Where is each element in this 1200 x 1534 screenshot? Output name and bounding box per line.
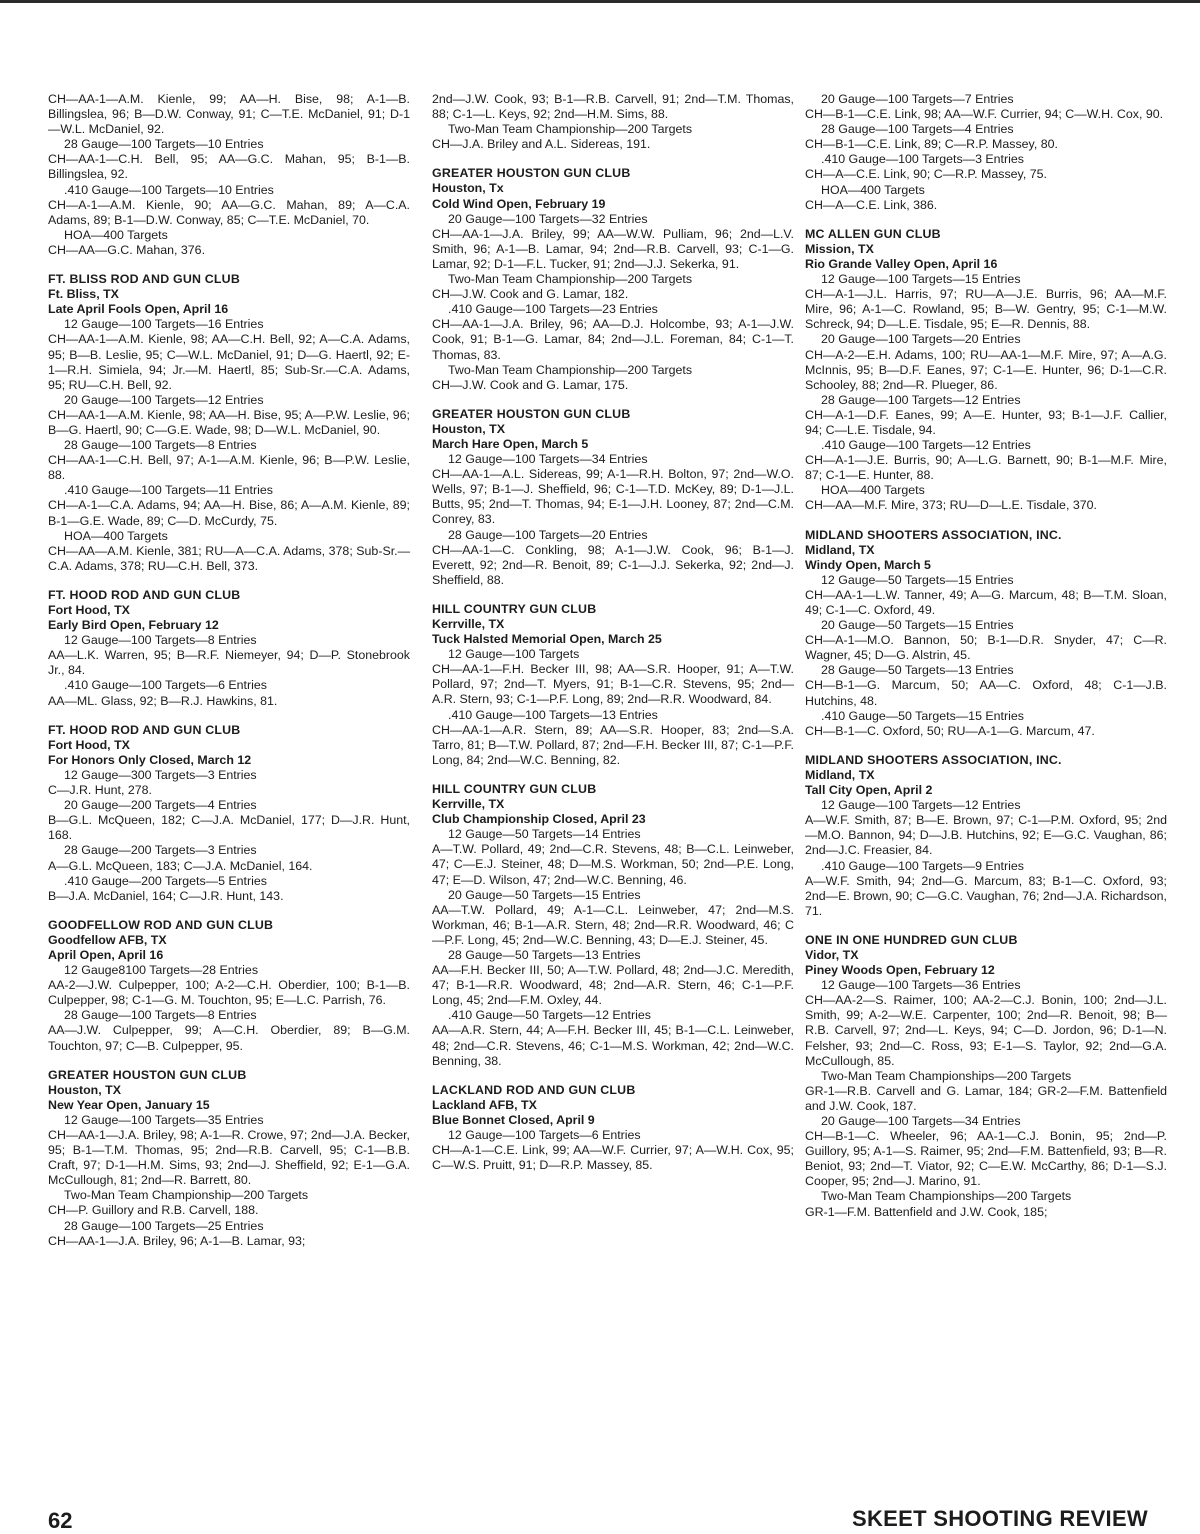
result-line: A—W.F. Smith, 94; 2nd—G. Marcum, 83; B-1—C. Oxford, 93; 2nd—E. Brown, 90; C—G.C. Vaughan, 76; 2nd—J.A. Richardson, 71. — [805, 873, 1167, 918]
club-location: Lackland AFB, TX — [432, 1097, 537, 1112]
event-heading: 12 Gauge8100 Targets—28 Entries — [64, 963, 259, 978]
event-title: March Hare Open, March 5 — [432, 436, 589, 451]
club-location: Vidor, TX — [805, 947, 859, 962]
result-line: CH—A-1—J.E. Burris, 90; A—L.G. Barnett, 90; B-1—M.F. Mire, 87; C-1—E. Hunter, 88. — [805, 453, 1167, 483]
results-section — [805, 753, 1167, 919]
event-heading: 20 Gauge—100 Targets—34 Entries — [821, 1114, 1021, 1128]
column-2 — [432, 92, 794, 1187]
column-1 — [48, 92, 410, 1263]
club-location: Midland, TX — [805, 767, 875, 782]
club-location: Fort Hood, TX — [48, 737, 130, 752]
event-title: Early Bird Open, February 12 — [48, 618, 219, 633]
top-rule — [0, 0, 1200, 3]
result-line: CH—B-1—C. Oxford, 50; RU—A-1—G. Marcum, 47. — [805, 723, 1095, 738]
event-title: For Honors Only Closed, March 12 — [48, 752, 252, 767]
results-section — [805, 227, 1167, 514]
event-heading: 20 Gauge—50 Targets—15 Entries — [821, 618, 1014, 633]
magazine-title: SKEET SHOOTING REVIEW — [852, 1506, 1148, 1531]
result-line: AA—F.H. Becker III, 50; A—T.W. Pollard, 48; 2nd—J.C. Meredith, 47; B-1—R.R. Woodward, 48; 2nd—A.R. Stern, 46; C-1—P.F. Long, 45; 2nd—F.M. Oxley, 44. — [432, 963, 794, 1008]
result-line: CH—A—C.E. Link, 386. — [805, 197, 938, 212]
result-line: CH—B-1—G. Marcum, 50; AA—C. Oxford, 48; C-1—J.B. Hutchins, 48. — [805, 678, 1167, 708]
event-heading: 12 Gauge—100 Targets—34 Entries — [448, 452, 648, 467]
result-line: CH—AA—G.C. Mahan, 376. — [48, 242, 206, 257]
result-line: CH—A-1—C.A. Adams, 94; AA—H. Bise, 86; A—A.M. Kienle, 89; B-1—G.E. Wade, 89; C—D. McCurdy, 75. — [48, 498, 410, 528]
event-heading: Two-Man Team Championship—200 Targets — [448, 122, 693, 137]
event-heading: 20 Gauge—100 Targets—12 Entries — [64, 392, 264, 407]
result-line: CH—AA-1—A.M. Kienle, 98; AA—H. Bise, 95; A—P.W. Leslie, 96; B—G. Haertl, 90; C—G.E. Wade, 98; D—W.L. McDaniel, 90. — [48, 407, 410, 437]
event-title: Blue Bonnet Closed, April 9 — [432, 1112, 595, 1127]
event-heading: HOA—400 Targets — [821, 483, 925, 498]
event-heading: Two-Man Team Championship—200 Targets — [448, 362, 693, 377]
club-name: GREATER HOUSTON GUN CLUB — [432, 406, 631, 421]
result-line: CH—AA-1—A.M. Kienle, 98; AA—C.H. Bell, 92; A—C.A. Adams, 95; B—B. Leslie, 95; C—W.L. McDaniel, 91; D—G. Haertl, 92; E-1—R.H. Simiela, 94; Jr.—M. Haertl, 85; Sub-Sr.—C.A. Adams, 95; RU—C.H. Bell, 92. — [48, 332, 410, 392]
event-title: Cold Wind Open, February 19 — [432, 196, 606, 211]
club-location: Houston, TX — [432, 421, 505, 436]
result-line: CH—AA-1—C. Conkling, 98; A-1—J.W. Cook, 96; B-1—J. Everett, 92; 2nd—R. Benoit, 89; C-1—J.J. Sekerka, 92; 2nd—J. Sheffield, 88. — [432, 542, 794, 587]
event-heading: Two-Man Team Championships—200 Targets — [821, 1068, 1072, 1083]
result-line: CH—AA-1—C.H. Bell, 95; AA—G.C. Mahan, 95; B-1—B. Billingslea, 92. — [48, 152, 410, 182]
result-line: CH—B-1—C. Wheeler, 96; AA-1—C.J. Bonin, 95; 2nd—P. Guillory, 95; A-1—S. Raimer, 95; 2nd—F.M. Battenfield, 93; B—R. Beniot, 93; 2nd—T. Viator, 92; C—E.W. McCarthy, 86; D-1—S.J. Cooper, 95; 2nd—J. Marino, 91. — [805, 1129, 1167, 1189]
event-heading: .410 Gauge—100 Targets—12 Entries — [821, 438, 1031, 453]
club-location: Goodfellow AFB, TX — [48, 932, 167, 947]
club-location: Mission, TX — [805, 241, 874, 256]
event-heading: 20 Gauge—200 Targets—4 Entries — [64, 798, 257, 813]
club-location: Fort Hood, TX — [48, 603, 130, 617]
event-heading: .410 Gauge—100 Targets—10 Entries — [64, 182, 274, 197]
event-heading: .410 Gauge—200 Targets—5 Entries — [64, 873, 267, 888]
event-heading: .410 Gauge—100 Targets—11 Entries — [64, 483, 273, 498]
event-heading: 28 Gauge—200 Targets—3 Entries — [64, 843, 257, 858]
result-line: CH—AA—M.F. Mire, 373; RU—D—L.E. Tisdale, 370. — [805, 498, 1097, 513]
event-heading: 12 Gauge—100 Targets—12 Entries — [821, 798, 1021, 813]
club-location: Houston, Tx — [432, 181, 504, 196]
result-line: CH—AA-1—J.A. Briley, 96; A-1—B. Lamar, 93; — [48, 1233, 306, 1248]
result-line: CH—A-1—C.E. Link, 99; AA—W.F. Currier, 97; A—W.H. Cox, 95; C—W.S. Pruitt, 91; D—R.P. Massey, 85. — [432, 1143, 794, 1173]
result-line: CH—P. Guillory and R.B. Carvell, 188. — [48, 1203, 259, 1218]
result-line: CH—AA-1—L.W. Tanner, 49; A—G. Marcum, 48; B—T.M. Sloan, 49; C-1—C. Oxford, 49. — [805, 587, 1167, 617]
result-line: CH—A—C.E. Link, 90; C—R.P. Massey, 75. — [805, 167, 1047, 182]
event-title: Windy Open, March 5 — [805, 557, 931, 572]
club-name: MC ALLEN GUN CLUB — [805, 226, 941, 241]
results-section — [432, 92, 794, 152]
result-line: CH—AA-1—F.H. Becker III, 98; AA—S.R. Hooper, 91; A—T.W. Pollard, 97; 2nd—T. Myers, 91; B-1—C.R. Stevens, 95; 2nd—A.R. Stern, 93; C-1—P.F. Long, 89; 2nd—R.R. Woodward, 84. — [432, 662, 794, 707]
results-section — [432, 407, 794, 588]
results-section — [48, 1068, 410, 1249]
club-name: GREATER HOUSTON GUN CLUB — [432, 166, 631, 181]
result-line: CH—AA-1—A.M. Kienle, 99; AA—H. Bise, 98; A-1—B. Billingslea, 96; B—D.W. Conway, 91; C—T.E. McDaniel, 91; D-1—W.L. McDaniel, 92. — [48, 92, 410, 137]
event-heading: 20 Gauge—100 Targets—7 Entries — [821, 92, 1014, 106]
event-heading: Two-Man Team Championship—200 Targets — [448, 272, 693, 287]
result-line: CH—AA-2—S. Raimer, 100; AA-2—C.J. Bonin, 100; 2nd—J.L. Smith, 99; A-2—W.E. Carpenter, 100; 2nd—R. Benoit, 98; B—R.B. Carvell, 97; 2nd—L. Keys, 94; C—D. Jordon, 96; D-1—N. Felsher, 93; 2nd—C. Ross, 93; E-1—S. Taylor, 92; 2nd—G.A. McCullough, 85. — [805, 993, 1167, 1068]
event-heading: 12 Gauge—50 Targets—14 Entries — [448, 827, 641, 842]
event-heading: .410 Gauge—50 Targets—12 Entries — [448, 1008, 651, 1023]
result-line: CH—B-1—C.E. Link, 98; AA—W.F. Currier, 94; C—W.H. Cox, 90. — [805, 107, 1164, 122]
result-line: CH—J.W. Cook and G. Lamar, 182. — [432, 287, 629, 302]
event-heading: .410 Gauge—100 Targets—23 Entries — [448, 302, 658, 317]
results-section — [432, 166, 794, 392]
result-line: B—G.L. McQueen, 182; C—J.A. McDaniel, 177; D—J.R. Hunt, 168. — [48, 813, 410, 843]
result-line: C—J.R. Hunt, 278. — [48, 783, 152, 798]
event-heading: 12 Gauge—50 Targets—15 Entries — [821, 572, 1014, 587]
event-heading: 20 Gauge—50 Targets—15 Entries — [448, 887, 641, 902]
event-heading: 12 Gauge—300 Targets—3 Entries — [64, 767, 257, 782]
result-line: GR-1—F.M. Battenfield and J.W. Cook, 185; — [805, 1204, 1048, 1219]
event-title: Late April Fools Open, April 16 — [48, 302, 229, 317]
event-heading: HOA—400 Targets — [64, 227, 168, 242]
page-number: 62 — [48, 1508, 73, 1533]
club-location: Kerrville, TX — [432, 797, 505, 812]
result-line: CH—A-1—D.F. Eanes, 99; A—E. Hunter, 93; B-1—J.F. Callier, 94; C—L.E. Tisdale, 94. — [805, 407, 1167, 437]
result-line: CH—AA-1—A.R. Stern, 89; AA—S.R. Hooper, 83; 2nd—S.A. Tarro, 81; B—T.W. Pollard, 87; 2nd—F.H. Becker III, 87; C-1—P.F. Long, 84; 2nd—W.C. Benning, 82. — [432, 722, 794, 767]
event-heading: .410 Gauge—100 Targets—3 Entries — [821, 152, 1024, 167]
result-line: CH—AA-1—C.H. Bell, 97; A-1—A.M. Kienle, 96; B—P.W. Leslie, 88. — [48, 453, 410, 483]
event-heading: 12 Gauge—100 Targets—35 Entries — [64, 1112, 264, 1127]
result-line: AA—L.K. Warren, 95; B—R.F. Niemeyer, 94; D—P. Stonebrook Jr., 84. — [48, 648, 410, 678]
club-location: Midland, TX — [805, 542, 875, 557]
result-line: A—G.L. McQueen, 183; C—J.A. McDaniel, 164. — [48, 858, 313, 873]
club-name: FT. BLISS ROD AND GUN CLUB — [48, 272, 240, 287]
club-name: FT. HOOD ROD AND GUN CLUB — [48, 722, 241, 737]
result-line: AA—T.W. Pollard, 49; A-1—C.L. Leinweber, 47; 2nd—M.S. Workman, 46; B-1—A.R. Stern, 48; 2nd—R.R. Woodward, 46; C—P.F. Long, 45; 2nd—W.C. Benning, 43; D—E.J. Steiner, 45. — [432, 902, 794, 947]
club-name: ONE IN ONE HUNDRED GUN CLUB — [805, 932, 1018, 947]
results-section — [432, 782, 794, 1069]
event-heading: 12 Gauge—100 Targets—6 Entries — [448, 1128, 641, 1142]
event-heading: 20 Gauge—100 Targets—20 Entries — [821, 332, 1021, 347]
result-line: CH—A-2—E.H. Adams, 100; RU—AA-1—M.F. Mire, 97; A—A.G. McInnis, 95; B—D.F. Eanes, 97; C-1—E. Hunter, 96; D-1—C.R. Schooley, 88; 2nd—R. Plueger, 86. — [805, 347, 1167, 392]
result-line: AA—ML. Glass, 92; B—R.J. Hawkins, 81. — [48, 693, 278, 708]
event-heading: .410 Gauge—50 Targets—15 Entries — [821, 708, 1024, 723]
club-name: HILL COUNTRY GUN CLUB — [432, 601, 597, 616]
event-title: Tall City Open, April 2 — [805, 783, 933, 798]
club-name: LACKLAND ROD AND GUN CLUB — [432, 1082, 636, 1097]
result-line: CH—AA—A.M. Kienle, 381; RU—A—C.A. Adams, 378; Sub-Sr.—C.A. Adams, 378; RU—C.H. Bell, 373. — [48, 543, 410, 573]
event-title: New Year Open, January 15 — [48, 1097, 210, 1112]
result-line: CH—A-1—A.M. Kienle, 90; AA—G.C. Mahan, 89; A—C.A. Adams, 89; B-1—D.W. Conway, 85; C—T.E. McDaniel, 70. — [48, 197, 410, 227]
club-name: HILL COUNTRY GUN CLUB — [432, 781, 597, 796]
event-heading: 12 Gauge—100 Targets—15 Entries — [821, 272, 1021, 287]
event-heading: 12 Gauge—100 Targets—16 Entries — [64, 317, 264, 332]
result-line: AA-2—J.W. Culpepper, 100; A-2—C.H. Oberdier, 100; B-1—B. Culpepper, 98; C-1—G. M. Touchton, 95; E—L.C. Parrish, 76. — [48, 978, 410, 1008]
event-heading: 12 Gauge—100 Targets—8 Entries — [64, 633, 257, 648]
result-line: CH—AA-1—J.A. Briley, 98; A-1—R. Crowe, 97; 2nd—J.A. Becker, 95; B-1—T.M. Thomas, 95; 2nd—R.B. Carvell, 95; C-1—B.B. Craft, 97; D-1—H.M. Sims, 93; 2nd—J. Sheffield, 92; E-1—G.A. McCullough, 81; 2nd—R. Barrett, 80. — [48, 1128, 410, 1188]
result-line: CH—AA-1—J.A. Briley, 96; AA—D.J. Holcombe, 93; A-1—J.W. Cook, 91; B-1—G. Lamar, 84; 2nd—J.L. Foreman, 84; C-1—T. Thomas, 83. — [432, 317, 794, 362]
event-heading: 28 Gauge—100 Targets—10 Entries — [64, 137, 264, 152]
results-section — [432, 1083, 794, 1174]
result-line: AA—A.R. Stern, 44; A—F.H. Becker III, 45; B-1—C.L. Leinweber, 48; 2nd—C.R. Stevens, 46; C-1—M.S. Workman, 42; 2nd—W.C. Benning, 38. — [432, 1023, 794, 1068]
column-3 — [805, 92, 1167, 1234]
event-heading: HOA—400 Targets — [64, 528, 168, 543]
event-heading: 28 Gauge—50 Targets—13 Entries — [821, 663, 1014, 678]
result-line: AA—J.W. Culpepper, 99; A—C.H. Oberdier, 89; B—G.M. Touchton, 97; C—B. Culpepper, 95. — [48, 1023, 410, 1053]
club-name: MIDLAND SHOOTERS ASSOCIATION, INC. — [805, 752, 1062, 767]
club-location: Houston, TX — [48, 1082, 121, 1097]
event-heading: 28 Gauge—50 Targets—13 Entries — [448, 947, 641, 962]
result-line: CH—A-1—J.L. Harris, 97; RU—A—J.E. Burris, 96; AA—M.F. Mire, 96; A-1—C. Rowland, 95; B—W. Gentry, 95; C-1—M.W. Schreck, 94; D—L.E. Tisdale, 95; E—R. Dennis, 88. — [805, 287, 1167, 332]
results-section — [48, 92, 410, 258]
club-location: Ft. Bliss, TX — [48, 287, 119, 302]
results-section — [805, 528, 1167, 739]
club-name: GOODFELLOW ROD AND GUN CLUB — [48, 917, 274, 932]
event-heading: 28 Gauge—100 Targets—12 Entries — [821, 392, 1021, 407]
event-title: April Open, April 16 — [48, 947, 164, 962]
results-section — [48, 918, 410, 1054]
result-line: A—T.W. Pollard, 49; 2nd—C.R. Stevens, 48; B—C.L. Leinweber, 47; C—E.J. Steiner, 48; D—M.S. Workman, 50; 2nd—P.E. Long, 47; E—D. Wilson, 47; 2nd—W.C. Benning, 46. — [432, 842, 794, 887]
event-title: Rio Grande Valley Open, April 16 — [805, 256, 998, 271]
results-section — [48, 272, 410, 574]
club-name: FT. HOOD ROD AND GUN CLUB — [48, 587, 241, 602]
event-heading: Two-Man Team Championships—200 Targets — [821, 1189, 1072, 1204]
result-line: CH—AA-1—J.A. Briley, 99; AA—W.W. Pulliam, 96; 2nd—L.V. Smith, 96; A-1—B. Lamar, 94; 2nd—R.B. Carvell, 93; C-1—G. Lamar, 92; D-1—F.L. Tucker, 91; 2nd—J.J. Sekerka, 91. — [432, 226, 794, 271]
results-section — [805, 933, 1167, 1220]
result-line: 2nd—J.W. Cook, 93; B-1—R.B. Carvell, 91; 2nd—T.M. Thomas, 88; C-1—L. Keys, 92; 2nd—H.M. Sims, 88. — [432, 92, 794, 122]
club-location: Kerrville, TX — [432, 617, 505, 631]
results-section — [805, 92, 1167, 213]
event-heading: .410 Gauge—100 Targets—6 Entries — [64, 678, 267, 693]
result-line: GR-1—R.B. Carvell and G. Lamar, 184; GR-2—F.M. Battenfield and J.W. Cook, 187. — [805, 1083, 1167, 1113]
result-line: CH—A-1—M.O. Bannon, 50; B-1—D.R. Snyder, 47; C—R. Wagner, 45; D—G. Alstrin, 45. — [805, 633, 1167, 663]
club-name: MIDLAND SHOOTERS ASSOCIATION, INC. — [805, 527, 1062, 542]
event-heading: 20 Gauge—100 Targets—32 Entries — [448, 211, 648, 226]
results-section — [48, 723, 410, 904]
club-name: GREATER HOUSTON GUN CLUB — [48, 1067, 247, 1082]
event-heading: 28 Gauge—100 Targets—20 Entries — [448, 527, 648, 542]
event-heading: HOA—400 Targets — [821, 182, 925, 197]
event-heading: 12 Gauge—100 Targets—36 Entries — [821, 978, 1021, 993]
event-heading: 12 Gauge—100 Targets — [448, 647, 580, 662]
event-title: Club Championship Closed, April 23 — [432, 812, 646, 827]
event-heading: .410 Gauge—100 Targets—9 Entries — [821, 858, 1024, 873]
event-heading: 28 Gauge—100 Targets—25 Entries — [64, 1218, 264, 1233]
result-line: B—J.A. McDaniel, 164; C—J.R. Hunt, 143. — [48, 888, 284, 903]
result-line: CH—B-1—C.E. Link, 89; C—R.P. Massey, 80. — [805, 137, 1058, 152]
results-section — [432, 602, 794, 768]
event-heading: 28 Gauge—100 Targets—4 Entries — [821, 122, 1014, 137]
result-line: CH—J.W. Cook and G. Lamar, 175. — [432, 377, 629, 392]
event-heading: 28 Gauge—100 Targets—8 Entries — [64, 438, 257, 453]
result-line: A—W.F. Smith, 87; B—E. Brown, 97; C-1—P.M. Oxford, 95; 2nd—M.O. Bannon, 94; D—J.B. Hutchins, 92; E—G.C. Vaughan, 86; 2nd—J.C. Freasier, 84. — [805, 813, 1167, 858]
event-title: Piney Woods Open, February 12 — [805, 963, 995, 978]
event-heading: 28 Gauge—100 Targets—8 Entries — [64, 1008, 257, 1023]
result-line: CH—J.A. Briley and A.L. Sidereas, 191. — [432, 137, 651, 152]
event-heading: .410 Gauge—100 Targets—13 Entries — [448, 707, 658, 722]
results-section — [48, 588, 410, 709]
event-heading: Two-Man Team Championship—200 Targets — [64, 1188, 309, 1203]
result-line: CH—AA-1—A.L. Sidereas, 99; A-1—R.H. Bolton, 97; 2nd—W.O. Wells, 97; B-1—J. Sheffield, 96; C-1—T.D. McKey, 89; D-1—J.L. Butts, 95; 2nd—T. Thomas, 94; E-1—J.H. Looney, 87; 2nd—C.M. Conrey, 83. — [432, 467, 794, 527]
event-title: Tuck Halsted Memorial Open, March 25 — [432, 632, 662, 647]
